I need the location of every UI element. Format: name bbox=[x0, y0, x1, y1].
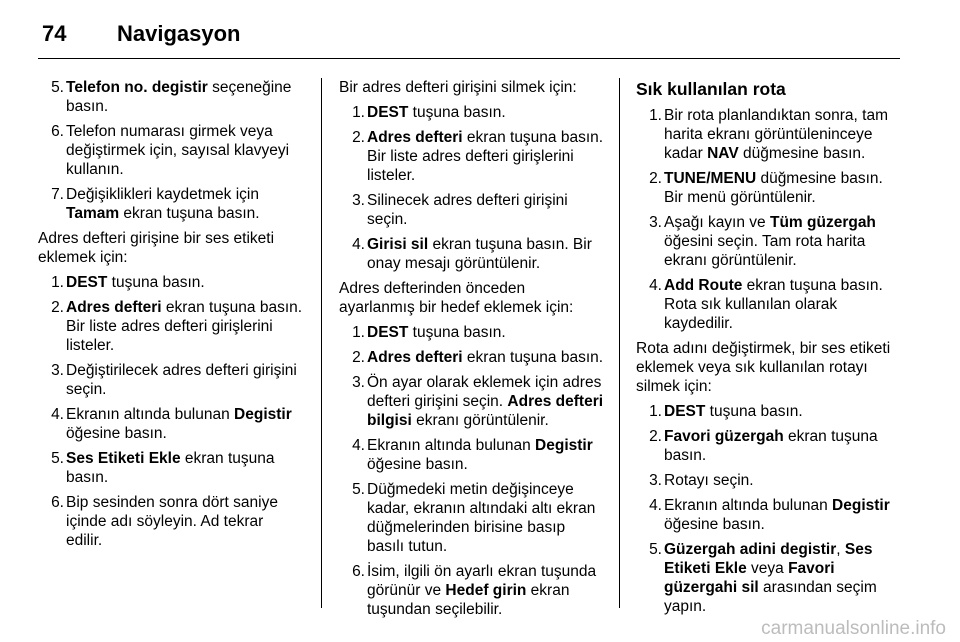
list-item bbox=[636, 169, 902, 207]
page-header bbox=[42, 18, 241, 48]
text-run: ekran tuşuna basın. bbox=[664, 428, 878, 464]
text-run: ekran tuşuna basın. bbox=[66, 450, 275, 486]
bold-term: DEST bbox=[664, 403, 706, 420]
list-item bbox=[636, 106, 902, 163]
text-run: tuşuna basın. bbox=[408, 104, 506, 121]
list-number: 4. bbox=[649, 277, 662, 294]
list-item bbox=[636, 471, 902, 490]
bold-term: Add Route bbox=[664, 277, 743, 294]
text-run: Rota adını değiştirmek, bir ses etiketi eklemek veya sık kullanılan rotayı silmek için: bbox=[636, 340, 891, 395]
list-number: 6. bbox=[352, 563, 365, 580]
section-heading: Sık kullanılan rota bbox=[636, 79, 786, 99]
list-item bbox=[38, 361, 303, 399]
bold-term: Tüm güzergah bbox=[769, 214, 876, 231]
list-number: 1. bbox=[51, 274, 64, 291]
list-item bbox=[636, 496, 902, 534]
bold-term: DEST bbox=[66, 274, 108, 291]
bold-term: Favori güzergahi sil bbox=[664, 560, 835, 596]
list-number: 5. bbox=[51, 450, 64, 467]
list-number: 3. bbox=[649, 472, 662, 489]
list-item bbox=[38, 405, 303, 443]
text-run: , bbox=[836, 541, 845, 558]
list-item bbox=[636, 540, 902, 616]
column-2 bbox=[339, 78, 604, 625]
list-number: 5. bbox=[51, 79, 64, 96]
text-run: öğesine basın. bbox=[66, 425, 167, 442]
paragraph bbox=[38, 229, 303, 267]
list-item bbox=[38, 78, 303, 116]
bold-term: Adres defteri bbox=[66, 299, 162, 316]
bold-term: Tamam bbox=[66, 205, 120, 222]
text-run: ekran tuşuna basın. Bir liste adres defteri girişlerini listeler. bbox=[66, 299, 303, 354]
list-item bbox=[339, 348, 604, 367]
list-number: 3. bbox=[352, 192, 365, 209]
bold-term: Degistir bbox=[535, 437, 593, 454]
list-number: 3. bbox=[51, 362, 64, 379]
list-number: 4. bbox=[352, 236, 365, 253]
bold-term: Ses Etiketi Ekle bbox=[664, 541, 873, 577]
column-1 bbox=[38, 78, 303, 556]
list-number: 5. bbox=[352, 481, 365, 498]
list-item bbox=[339, 191, 604, 229]
text-run: tuşuna basın. bbox=[705, 403, 803, 420]
text-run: ekranı görüntülenir. bbox=[411, 412, 549, 429]
bold-term: NAV bbox=[707, 145, 739, 162]
list-number: 3. bbox=[649, 214, 662, 231]
column-divider bbox=[619, 78, 620, 608]
watermark: carmanualsonline.info bbox=[761, 618, 946, 639]
list-item bbox=[38, 493, 303, 550]
text-run: Değiştirilecek adres defteri girişini seçin. bbox=[66, 362, 297, 398]
text-run: Değişiklikleri kaydetmek için bbox=[66, 186, 259, 203]
column-divider bbox=[321, 78, 322, 608]
list-number: 4. bbox=[649, 497, 662, 514]
list-number: 4. bbox=[51, 406, 64, 423]
header-rule bbox=[38, 58, 900, 59]
list-item bbox=[38, 298, 303, 355]
text-run: Bip sesinden sonra dört saniye içinde adı söyleyin. Ad tekrar edilir. bbox=[66, 494, 278, 549]
list-number: 2. bbox=[649, 170, 662, 187]
list-item bbox=[339, 562, 604, 619]
text-run: Bir rota planlandıktan sonra, tam harita ekranı görüntüleninceye kadar bbox=[664, 107, 889, 162]
bold-term: Adres defteri bbox=[367, 349, 463, 366]
text-run: Düğmedeki metin değişinceye kadar, ekranın altındaki altı ekran düğmelerinden birisine basıp basılı tutun. bbox=[367, 481, 596, 555]
text-run: Telefon numarası girmek veya değiştirmek için, sayısal klavyeyi kullanın. bbox=[66, 123, 290, 178]
list-item bbox=[339, 323, 604, 342]
paragraph bbox=[339, 78, 604, 97]
text-run: öğesini seçin. Tam rota harita ekranı görüntülenir. bbox=[664, 233, 866, 269]
list-number: 2. bbox=[649, 428, 662, 445]
list-number: 3. bbox=[352, 374, 365, 391]
list-number: 2. bbox=[352, 129, 365, 146]
bold-term: Adres defteri bbox=[367, 129, 463, 146]
text-run: Bir adres defteri girişini silmek için: bbox=[339, 79, 577, 96]
list-item bbox=[339, 480, 604, 556]
bold-term: Ses Etiketi Ekle bbox=[66, 450, 181, 467]
list-item bbox=[339, 128, 604, 185]
text-run: ekran tuşuna basın. bbox=[119, 205, 260, 222]
text-run: Adres defteri girişine bir ses etiketi eklemek için: bbox=[38, 230, 275, 266]
list-number: 4. bbox=[352, 437, 365, 454]
text-run: seçeneğine basın. bbox=[66, 79, 292, 115]
list-item bbox=[636, 213, 902, 270]
text-run: Adres defterinden önceden ayarlanmış bir hedef eklemek için: bbox=[339, 280, 574, 316]
text-run: ekran tuşuna basın. bbox=[462, 349, 604, 366]
list-number: 1. bbox=[649, 403, 662, 420]
text-run: tuşuna basın. bbox=[107, 274, 205, 291]
list-item bbox=[339, 373, 604, 430]
text-run: Ekranın altında bulunan bbox=[367, 437, 536, 454]
paragraph bbox=[339, 279, 604, 317]
text-run: Rotayı seçin. bbox=[664, 472, 754, 489]
bold-term: Favori güzergah bbox=[664, 428, 784, 445]
list-item bbox=[636, 276, 902, 333]
list-number: 1. bbox=[649, 107, 662, 124]
text-run: ekran tuşuna basın. Bir liste adres defteri girişlerini listeler. bbox=[367, 129, 604, 184]
list-item bbox=[636, 427, 902, 465]
list-number: 5. bbox=[649, 541, 662, 558]
text-run: düğmesine basın. bbox=[738, 145, 866, 162]
list-item bbox=[636, 402, 902, 421]
text-run: Ekranın altında bulunan bbox=[66, 406, 235, 423]
bold-term: Güzergah adini degistir bbox=[664, 541, 837, 558]
text-run: Aşağı kayın ve bbox=[664, 214, 770, 231]
bold-term: DEST bbox=[367, 324, 409, 341]
list-item bbox=[339, 436, 604, 474]
text-run: düğmesine basın. Bir menü görüntülenir. bbox=[664, 170, 883, 206]
bold-term: TUNE/MENU bbox=[664, 170, 757, 187]
list-number: 2. bbox=[51, 299, 64, 316]
text-run: Silinecek adres defteri girişini seçin. bbox=[367, 192, 568, 228]
list-item bbox=[339, 235, 604, 273]
text-run: öğesine basın. bbox=[664, 516, 765, 533]
column-3 bbox=[636, 78, 902, 622]
list-item bbox=[38, 185, 303, 223]
text-run: ekran tuşuna basın. Rota sık kullanılan olarak kaydedilir. bbox=[664, 277, 883, 332]
list-number: 7. bbox=[51, 186, 64, 203]
list-item bbox=[38, 273, 303, 292]
text-run: veya bbox=[746, 560, 789, 577]
text-run: öğesine basın. bbox=[367, 456, 468, 473]
text-run: İsim, ilgili ön ayarlı ekran tuşunda görünür ve bbox=[367, 563, 597, 599]
list-number: 6. bbox=[51, 123, 64, 140]
paragraph bbox=[636, 339, 902, 396]
text-run: tuşuna basın. bbox=[408, 324, 506, 341]
list-number: 1. bbox=[352, 324, 365, 341]
bold-term: Degistir bbox=[234, 406, 292, 423]
text-run: Ön ayar olarak eklemek için adres defteri girişini seçin. bbox=[367, 374, 602, 410]
list-item bbox=[38, 122, 303, 179]
list-number: 1. bbox=[352, 104, 365, 121]
list-number: 6. bbox=[51, 494, 64, 511]
page-title: Navigasyon bbox=[117, 20, 241, 46]
page-number: 74 bbox=[42, 20, 67, 46]
list-number: 2. bbox=[352, 349, 365, 366]
bold-term: Girisi sil bbox=[367, 236, 429, 253]
text-run: Ekranın altında bulunan bbox=[664, 497, 833, 514]
text-run: ekran tuşundan seçilebilir. bbox=[367, 582, 570, 618]
list-item bbox=[339, 103, 604, 122]
bold-term: Hedef girin bbox=[445, 582, 527, 599]
list-item bbox=[38, 449, 303, 487]
bold-term: Telefon no. degistir bbox=[66, 79, 208, 96]
bold-term: Degistir bbox=[832, 497, 890, 514]
bold-term: DEST bbox=[367, 104, 409, 121]
text-run: arasından seçim yapın. bbox=[664, 579, 877, 615]
bold-term: Adres defteri bilgisi bbox=[367, 393, 604, 429]
text-run: ekran tuşuna basın. Bir onay mesajı görüntülenir. bbox=[367, 236, 592, 272]
